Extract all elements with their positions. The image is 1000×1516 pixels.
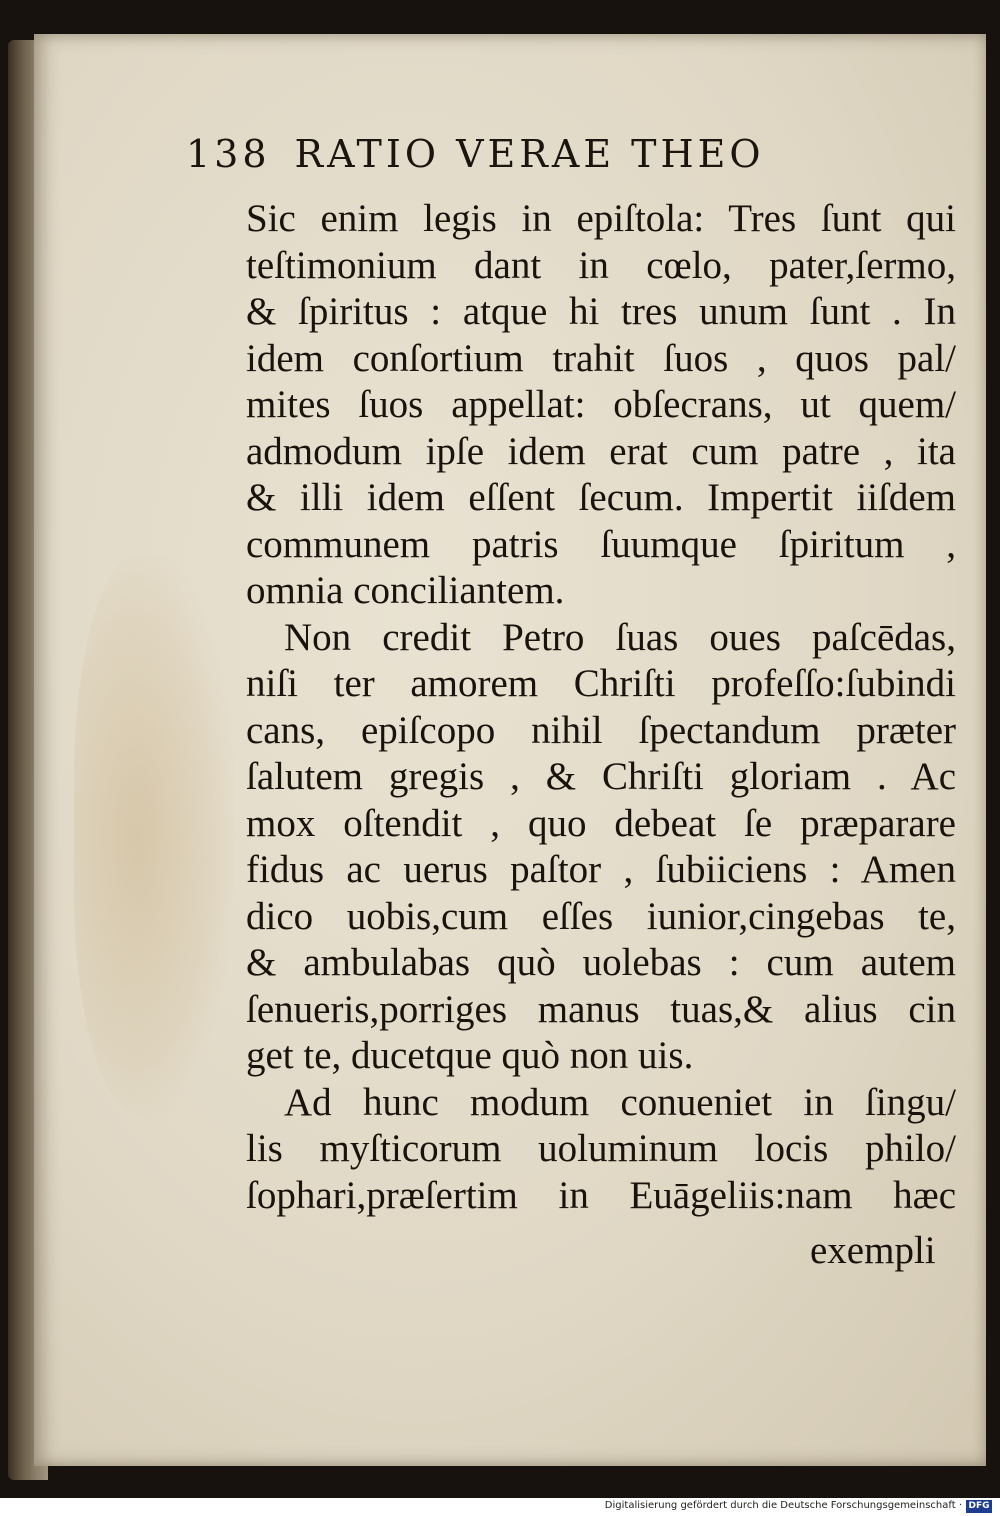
text-line: & ſpiritus : atque hi tres unum ſunt . In	[246, 290, 956, 333]
text-line: mox oſtendit , quo debeat ſe præparare	[246, 801, 956, 845]
text-line: & ambulabas quò uolebas : cum autem	[246, 941, 956, 984]
catchword: exempli	[810, 1229, 936, 1272]
text-line: cans, epiſcopo nihil ſpectandum præter	[246, 708, 956, 752]
dfg-logo: DFG	[966, 1500, 992, 1513]
body-text	[246, 196, 956, 1219]
text-line: & illi idem eſſent ſecum. Impertit iiſdem	[246, 476, 956, 519]
text-line: communem patris ſuumque ſpiritum ,	[246, 522, 956, 566]
text-line: Non credit Petro ſuas oues paſcēdas,	[284, 615, 956, 659]
footer-bar	[0, 1498, 1000, 1516]
text-line: mites ſuos appellat: obſecrans, ut quem/	[246, 383, 956, 426]
running-head-title: RATIO VERAE THEO	[294, 132, 765, 176]
text-line: get te, ducetque quò non uis.	[246, 1034, 694, 1077]
text-line: omnia conciliantem.	[246, 569, 565, 612]
text-line: ſalutem gregis , & Chriſti gloriam . Ac	[246, 755, 956, 798]
water-stain	[74, 554, 234, 1114]
footer-credit: Digitalisierung gefördert durch die Deutsche Forschungsgemeinschaft ·	[604, 1500, 962, 1511]
text-line: teſtimonium dant in cœlo, pater,ſermo,	[246, 243, 956, 287]
text-line: lis myſticorum uoluminum locis philo/	[246, 1127, 956, 1170]
text-line: ſophari,præſertim in Euāgeliis:nam hæc	[246, 1173, 956, 1217]
running-head	[186, 132, 886, 184]
page-number: 138	[186, 132, 271, 176]
text-line: ſenueris,porriges manus tuas,& alius cin	[246, 987, 956, 1031]
text-line: admodum ipſe idem erat cum patre , ita	[246, 429, 956, 473]
text-line: niſi ter amorem Chriſti profeſſo:ſubindi	[246, 662, 956, 705]
text-line: Sic enim legis in epiſtola: Tres ſunt qui	[246, 197, 956, 240]
text-line: fidus ac uerus paſtor , ſubiiciens : Amen	[246, 848, 956, 891]
text-line: dico uobis,cum eſſes iunior,cingebas te,	[246, 894, 956, 938]
text-line: idem conſortium trahit ſuos , quos pal/	[246, 336, 956, 380]
text-line: Ad hunc modum conueniet in ſingu/	[284, 1080, 956, 1124]
